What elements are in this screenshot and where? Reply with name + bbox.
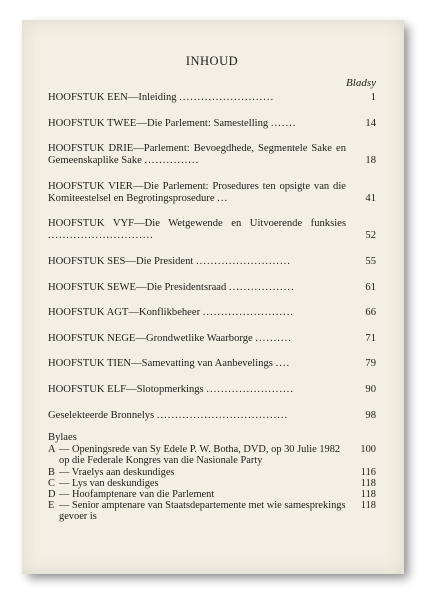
appendix-letter: D [48,488,56,500]
toc-entry-text: HOOFSTUK TIEN—Samevatting van Aanbevelings [48,358,273,370]
toc-page-number: 18 [365,155,376,167]
toc-entry [48,384,376,396]
toc-page-number: 61 [365,281,376,293]
toc-entry-title [48,282,354,294]
book-page [22,20,404,574]
appendix-letter: B [48,466,55,478]
appendix-entry [48,500,376,522]
toc-entry [48,181,376,205]
toc-page-number: 14 [365,117,376,129]
toc-entry-text: HOOFSTUK SES—Die President [48,255,194,267]
toc-entry-text: HOOFSTUK AGT—Konflikbeheer [48,307,201,319]
toc-leader-dots: .................................... [156,409,289,421]
toc-entry-text: HOOFSTUK SEWE—Die Presidentsraad [48,281,227,293]
toc-page-number: 1 [370,92,376,103]
toc-entry [48,282,376,294]
appendix-title: — Hoofamptenare van die Parlement [59,488,215,500]
toc-entry [48,256,376,268]
appendix-list [48,444,376,522]
toc-entry-text: HOOFSTUK VYF—Die Wetgewende en Uitvoerende funksies [48,218,346,230]
toc-entry-text: HOOFSTUK VIER—Die Parlement: Prosedures ten opsigte van die Komiteestelsel en Begrotingsprosedure [48,180,346,204]
toc-entry [48,218,376,242]
appendix-entry [48,478,376,489]
appendix-page-number: 116 [360,466,376,478]
appendix-entry [48,444,376,466]
toc-entry [48,410,376,422]
toc-page-number: 79 [365,358,376,370]
toc-entry-title [48,181,354,205]
appendix-page-number: 118 [360,500,376,512]
toc-page-number: 71 [365,332,376,344]
appendix-letter: C [48,477,55,489]
appendix-entry [48,489,376,500]
appendix-title: — Vraelys aan deskundiges [59,466,175,478]
toc-leader-dots: .......................... [179,92,275,103]
toc-content [48,54,376,523]
appendix-title: — Lys van deskundiges [59,477,159,489]
toc-entry-title [48,384,354,396]
appendix-letter: A [48,444,56,456]
page-column-label: Bladsy [346,77,376,89]
toc-page-number: 98 [365,409,376,421]
appendix-entry [48,467,376,478]
toc-leader-dots: ............................. [48,230,154,242]
toc-entry [48,333,376,345]
appendix-page-number: 118 [360,488,376,500]
toc-entry [48,358,376,370]
toc-page-number: 55 [365,255,376,267]
toc-entry [48,92,376,104]
toc-entry-text: HOOFSTUK TWEE—Die Parlement: Samestelling [48,117,269,129]
appendix-page-number: 118 [360,477,376,489]
toc-entry-text: HOOFSTUK NEGE—Grondwetlike Waarborge [48,332,253,344]
toc-page-number: 52 [365,230,376,242]
toc-entry-text: HOOFSTUK ELF—Slotopmerkings [48,383,204,395]
toc-entry-title [48,256,354,268]
toc-page-number: 66 [365,307,376,319]
toc-entry-title [48,92,354,104]
toc-leader-dots: .................. [228,281,295,293]
toc-entry-title [48,307,354,319]
toc-page-number: 41 [365,192,376,204]
toc-entry-title [48,333,354,345]
toc-page-number: 90 [365,383,376,395]
toc-entry [48,143,376,167]
appendix-page-number: 100 [360,444,376,456]
appendix-title: — Openingsrede van Sy Edele P. W. Botha, DVD, op 30 Julie 1982 op die Federale Kongres van die Nasionale Party [59,444,341,467]
appendix-letter: E [48,500,55,512]
toc-leader-dots: ... [217,192,229,204]
toc-entry [48,307,376,319]
toc-entry-text: HOOFSTUK DRIE—Parlement: Bevoegdhede, Segmentele Sake en Gemeenskaplike Sake [48,143,346,167]
toc-entry-text: Geselekteerde Bronnelys [48,409,155,421]
toc-leader-dots: .......................... [196,255,291,267]
toc-entry-title [48,143,354,167]
toc-leader-dots: ........................ [206,383,294,395]
toc-entry-text: HOOFSTUK EEN—Inleiding [48,92,177,103]
appendix-title: — Senior amptenare van Staatsdepartemente met wie samesprekings gevoer is [59,500,346,523]
toc-leader-dots: ......................... [202,307,294,319]
toc-entry-title [48,410,354,422]
toc-leader-dots: .......... [255,332,292,344]
toc-entry-title [48,358,354,370]
toc-entry-title [48,118,354,130]
toc-entry [48,118,376,130]
appendix-heading: Bylaes [48,432,77,444]
toc-list [48,92,376,422]
toc-leader-dots: ....... [270,117,297,129]
toc-leader-dots: .... [275,358,291,370]
toc-leader-dots: ............... [144,155,200,167]
toc-entry-title [48,218,354,242]
page-title: INHOUD [185,54,239,68]
